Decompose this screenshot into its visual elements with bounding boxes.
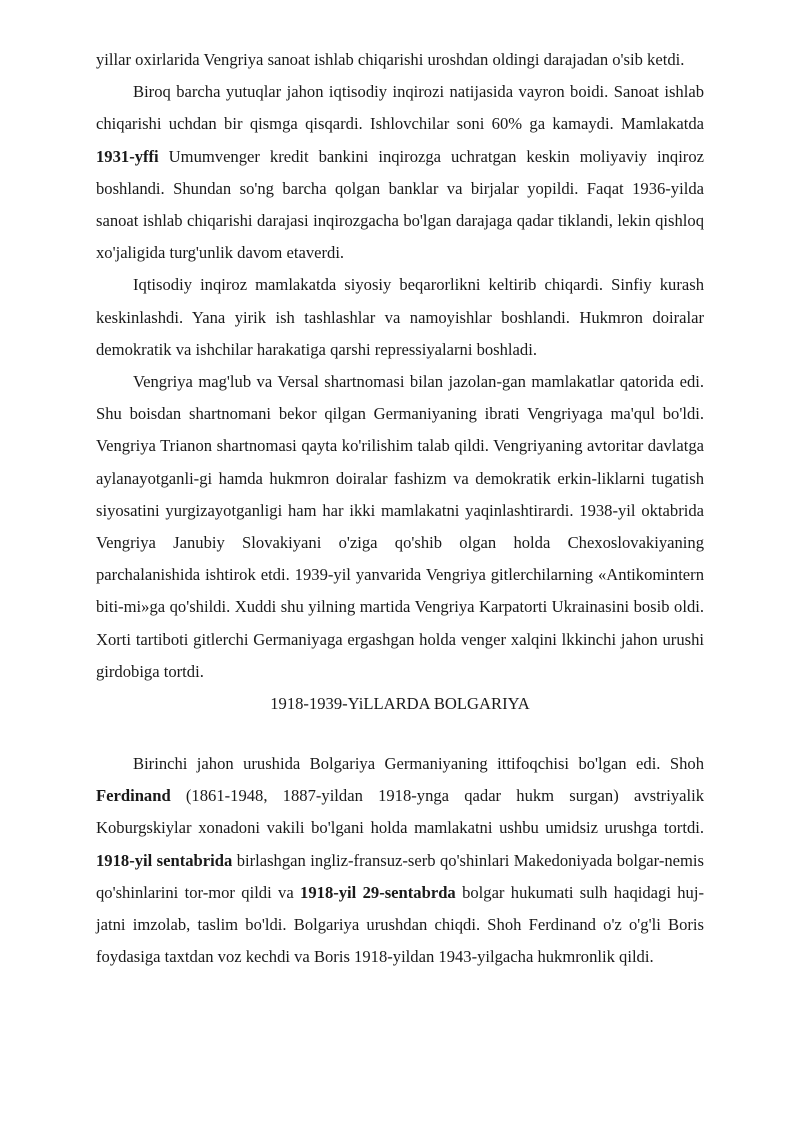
paragraph-bulgaria	[96, 748, 704, 973]
bold-ferdinand: Ferdinand	[96, 786, 171, 806]
paragraph-text: Umumvenger kredit bankini inqirozga uchratgan keskin moliyaviy inqiroz boshlandi. Shundan so'ng barcha qolgan banklar va birjalar yopildi. Faqat 1936-yilda sanoat ishlab chiqarishi darajasi inqirozgacha bo'lgan darajaga qadar tiklandi, lekin qishloq xo'jaligida turg'unlik davom etaverdi.	[96, 146, 704, 263]
paragraph-political-instability: Iqtisodiy inqiroz mamlakatda siyosiy beqarorlikni keltirib chiqardi. Sinfiy kurash keskinlashdi. Yana yirik ish tashlashlar va namoyishlar boshlandi. Hukmron doiralar demokratik va ishchilar harakatiga qarshi repressiyalarni boshladi.	[96, 275, 704, 359]
paragraph-continuation: yillar oxirlarida Vengriya sanoat ishlab chiqarishi uroshdan oldingi darajadan o'sib ketdi.	[96, 50, 685, 69]
paragraph-text: Birinchi jahon urushida Bolgariya Germaniyaning ittifoqchisi bo'lgan edi. Shoh	[133, 754, 704, 774]
bold-date-1918-29-september: 1918-yil 29-sentabrda	[300, 882, 456, 902]
document-page	[96, 44, 704, 973]
paragraph-versailles: Vengriya mag'lub va Versal shartnomasi bilan jazolan-gan mamlakatlar qatorida edi. Shu boisdan shartnomani bekor qilgan Germaniyaning ibrati Vengriyaga ma'qul bo'ldi. Vengriya Trianon shartnomasi qayta ko'rilishim talab qildi. Vengriyaning avtoritar davlatga aylanayotganli-gi hamda hukmron doiralar fashizm va demokratik erkin-liklarni tugatish siyosatini yurgizayotganligi ham har ikki mamlakatni yaqinlashtirardi. 1938-yil oktabrida Vengriya Janubiy Slovakiyani o'ziga qo'shib olgan holda Chexoslovakiyaning parchalanishida ishtirok etdi. 1939-yil yanvarida Vengriya gitlerchilarning «Antikomintern biti-mi»ga qo'shildi. Xuddi shu yilning martida Vengriya Karpatorti Ukrainasini bosib oldi. Xorti tartiboti gitlerchi Germaniyaga ergashgan holda venger xalqini lkkinchi jahon urushi girdobiga tortdi.	[96, 372, 704, 681]
paragraph-text: bolgar hukumati sulh haqidagi huj-jatni imzolab, taslim bo'ldi. Bolgariya urushdan chiqdi. Shoh Ferdinand o'z o'g'li Boris foydasiga taxtdan voz kechdi va Boris 1918-yildan 1943-yilgacha hukmronlik qildi.	[96, 882, 704, 967]
paragraph-text: (1861-1948, 1887-yildan 1918-ynga qadar hukm surgan) avstriyalik Koburgskiylar xonadoni vakili bo'lgani holda mamlakatni ushbu umidsiz urushga tortdi.	[96, 786, 704, 838]
section-heading: 1918-1939-YiLLARDA BOLGARIYA	[270, 694, 530, 714]
section-spacer	[96, 720, 704, 748]
paragraph-text: birlashgan ingliz-fransuz-serb qo'shinlari Makedoniyada bolgar-nemis qo'shinlarini tor-mor qildi va	[96, 850, 705, 902]
bold-date-1931: 1931-yffi	[96, 146, 159, 166]
paragraph-text: Biroq barcha yutuqlar jahon iqtisodiy inqirozi natijasida vayron boidi. Sanoat ishlab chiqarishi uchdan bir qismga qisqardi. Ishlovchilar soni 60% ga kamaydi. Mamlakatda	[96, 82, 704, 134]
bold-date-1918-september: 1918-yil sentabrida	[96, 850, 233, 870]
paragraph-economic-crisis	[96, 76, 704, 269]
